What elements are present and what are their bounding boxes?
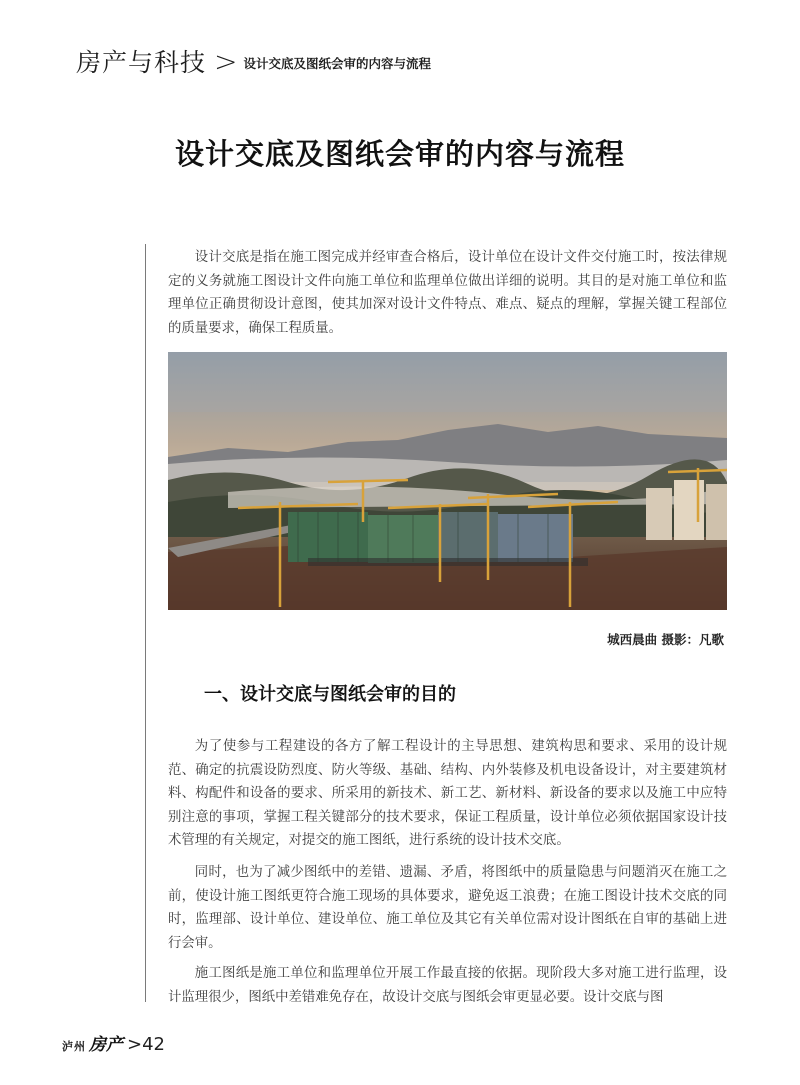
- photo-caption: 城西晨曲 摄影：凡歌: [607, 632, 724, 647]
- article-title: 设计交底及图纸会审的内容与流程: [174, 137, 625, 171]
- footer-magazine-logo: 房产: [89, 1035, 123, 1055]
- chevron-right-icon: >: [214, 44, 238, 78]
- section1-paragraph-3: 施工图纸是施工单位和监理单位开展工作最直接的依据。现阶段大多对施工进行监理，设计监理很少，图纸中差错难免存在，故设计交底与图纸会审更显必要。设计交底与图: [168, 966, 727, 1005]
- section1-paragraph-2: 同时，也为了减少图纸中的差错、遗漏、矛盾，将图纸中的质量隐患与问题消灭在施工之前，使设计施工图纸更符合施工现场的具体要求，避免返工浪费；在施工图设计技术交底的同时，监理部、设计单位、建设单位、施工单位及其它有关单位需对设计图纸在自审的基础上进行会审。: [168, 865, 727, 951]
- page-footer: [62, 1030, 165, 1055]
- footer-city: 泸州: [62, 1040, 86, 1053]
- intro-paragraph: 设计交底是指在施工图完成并经审查合格后，设计单位在设计文件交付施工时，按法律规定的义务就施工图设计文件向施工单位和监理单位做出详细的说明。其目的是对施工单位和监理单位正确贯彻设计意图，使其加深对设计文件特点、难点、疑点的理解，掌握关键工程部位的质量要求，确保工程质量。: [168, 250, 727, 336]
- construction-site-photo: [168, 352, 727, 610]
- section1-paragraph-1: 为了使参与工程建设的各方了解工程设计的主导思想、建筑构思和要求、采用的设计规范、确定的抗震设防烈度、防火等级、基础、结构、内外装修及机电设备设计，对主要建筑材料、构配件和设备的要求、所采用的新技术、新工艺、新材料、新设备的要求以及施工中应特别注意的事项，掌握工程关键部分的技术要求，保证工程质量，设计单位必须依据国家设计技术管理的有关规定，对提交的施工图纸，进行系统的设计技术交底。: [168, 739, 727, 849]
- section-name: 房产与科技: [76, 48, 207, 77]
- section-heading: 一、设计交底与图纸会审的目的: [204, 684, 456, 705]
- page-number: >42: [127, 1034, 165, 1055]
- left-rule: [145, 244, 146, 1002]
- header-subtitle: 设计交底及图纸会审的内容与流程: [243, 56, 431, 71]
- page-header: [76, 44, 431, 78]
